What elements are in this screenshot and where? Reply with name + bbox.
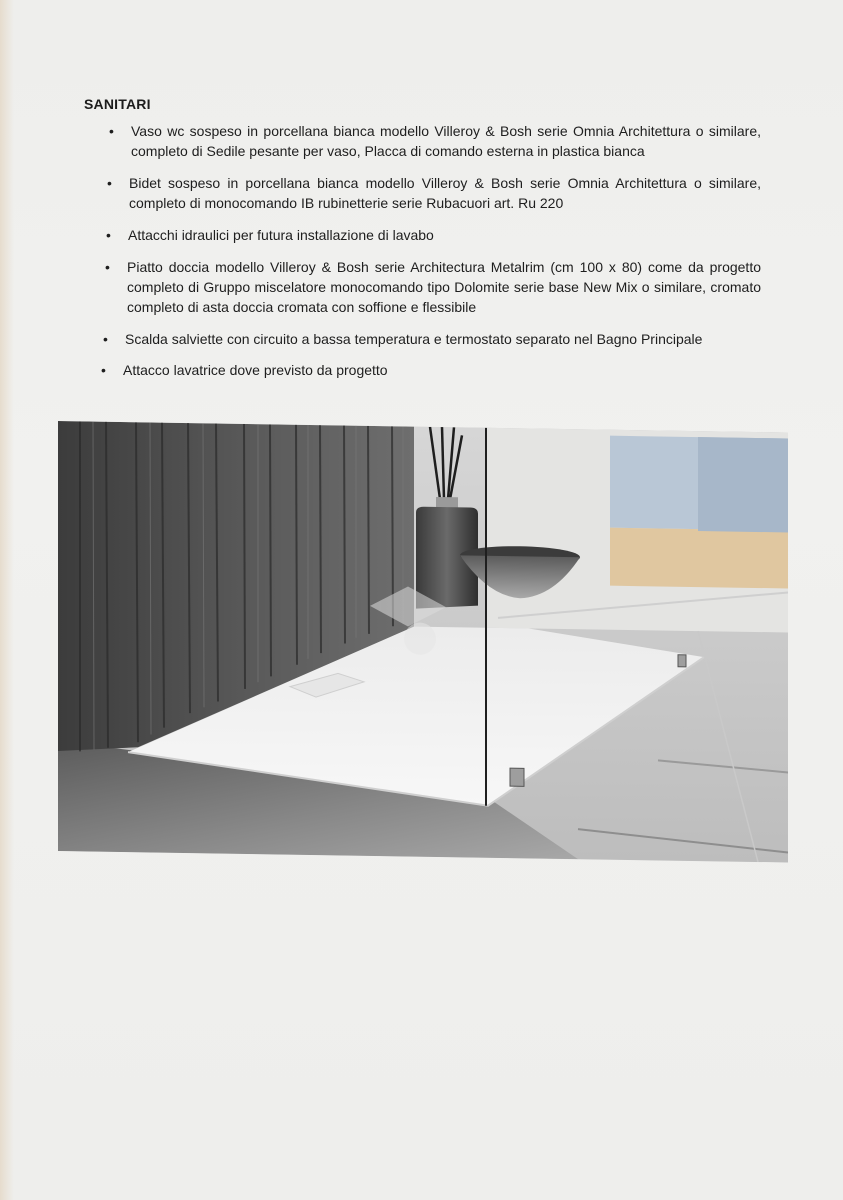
list-item — [105, 257, 761, 317]
list-item — [101, 360, 763, 380]
bullet: • — [106, 227, 111, 243]
bullet: • — [101, 362, 106, 378]
list-item-text: Piatto doccia modello Villeroy & Bosh serie Architectura Metalrim (cm 100 x 80) come da progetto completo di Gruppo miscelatore monocomando tipo Dolomite serie base New Mix o similare, cromato completo di asta doccia cromata con soffione e flessibile — [127, 259, 761, 315]
list-item-text: Scalda salviette con circuito a bassa temperatura e termostato separato nel Bagno Principale — [125, 331, 703, 347]
photo-illustration — [58, 421, 788, 862]
list-item-text: Bidet sospeso in porcellana bianca modello Villeroy & Bosh serie Omnia Architettura o similare, completo di monocomando IB rubinetterie serie Rubacuori art. Ru 220 — [129, 175, 761, 211]
list-item-text: Attacchi idraulici per futura installazione di lavabo — [128, 227, 434, 243]
shower-tray-photo — [58, 421, 788, 862]
bullet: • — [107, 175, 112, 191]
bullet: • — [109, 123, 114, 139]
list-item — [107, 173, 761, 213]
list-item-text: Attacco lavatrice dove previsto da progetto — [123, 362, 388, 378]
list-item-text: Vaso wc sospeso in porcellana bianca modello Villeroy & Bosh serie Omnia Architettura o similare, completo di Sedile pesante per vaso, Placca di comando esterna in plastica bianca — [131, 123, 761, 159]
bullet: • — [105, 259, 110, 275]
bullet: • — [103, 331, 108, 347]
section-title: SANITARI — [84, 96, 151, 112]
list-item — [103, 329, 765, 349]
list-item — [109, 121, 761, 161]
list-item — [106, 225, 760, 245]
